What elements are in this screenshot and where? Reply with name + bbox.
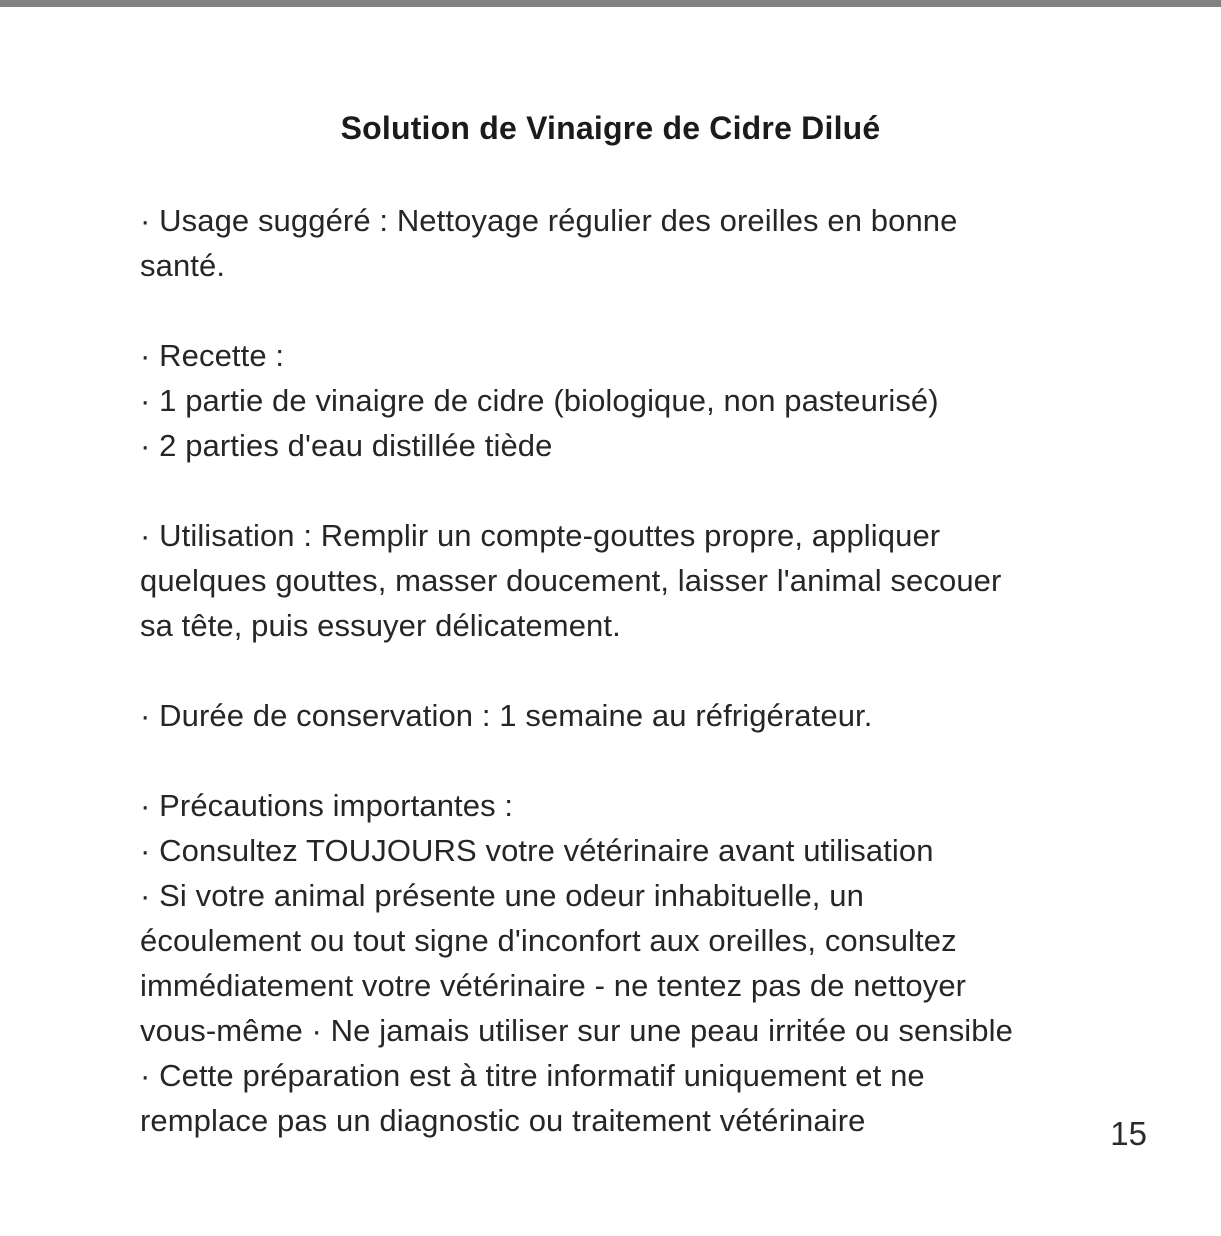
text-line: · 2 parties d'eau distillée tiède — [140, 428, 553, 463]
page-top-divider — [0, 0, 1221, 7]
text-line: · Durée de conservation : 1 semaine au réfrigérateur. — [140, 698, 873, 733]
text-line: écoulement ou tout signe d'inconfort aux oreilles, consultez — [140, 923, 957, 958]
text-line: · Cette préparation est à titre informatif uniquement et ne — [140, 1058, 925, 1093]
paragraph-usage-suggere — [140, 198, 1110, 288]
text-line: · Précautions importantes : — [140, 788, 514, 823]
document-body — [140, 198, 1110, 1188]
page-title: Solution de Vinaigre de Cidre Dilué — [340, 110, 881, 146]
paragraph-utilisation — [140, 513, 1110, 648]
text-line: · Si votre animal présente une odeur inhabituelle, un — [140, 878, 864, 913]
text-line: · Consultez TOUJOURS votre vétérinaire avant utilisation — [140, 833, 934, 868]
paragraph-duree-de-conservation — [140, 693, 1110, 738]
text-line: quelques gouttes, masser doucement, laisser l'animal secouer — [140, 563, 1002, 598]
text-line: · Utilisation : Remplir un compte-gouttes propre, appliquer — [140, 518, 941, 553]
text-line: vous-même · Ne jamais utiliser sur une peau irritée ou sensible — [140, 1013, 1013, 1048]
text-line: remplace pas un diagnostic ou traitement vétérinaire — [140, 1103, 866, 1138]
text-line: sa tête, puis essuyer délicatement. — [140, 608, 621, 643]
text-line: santé. — [140, 248, 226, 283]
paragraph-precautions-importantes — [140, 783, 1110, 1143]
text-line: · Recette : — [140, 338, 285, 373]
text-line: · Usage suggéré : Nettoyage régulier des oreilles en bonne — [140, 203, 958, 238]
paragraph-recette — [140, 333, 1110, 468]
text-line: · 1 partie de vinaigre de cidre (biologique, non pasteurisé) — [140, 383, 939, 418]
page-number: 15 — [1110, 1115, 1147, 1152]
text-line: immédiatement votre vétérinaire - ne tentez pas de nettoyer — [140, 968, 967, 1003]
